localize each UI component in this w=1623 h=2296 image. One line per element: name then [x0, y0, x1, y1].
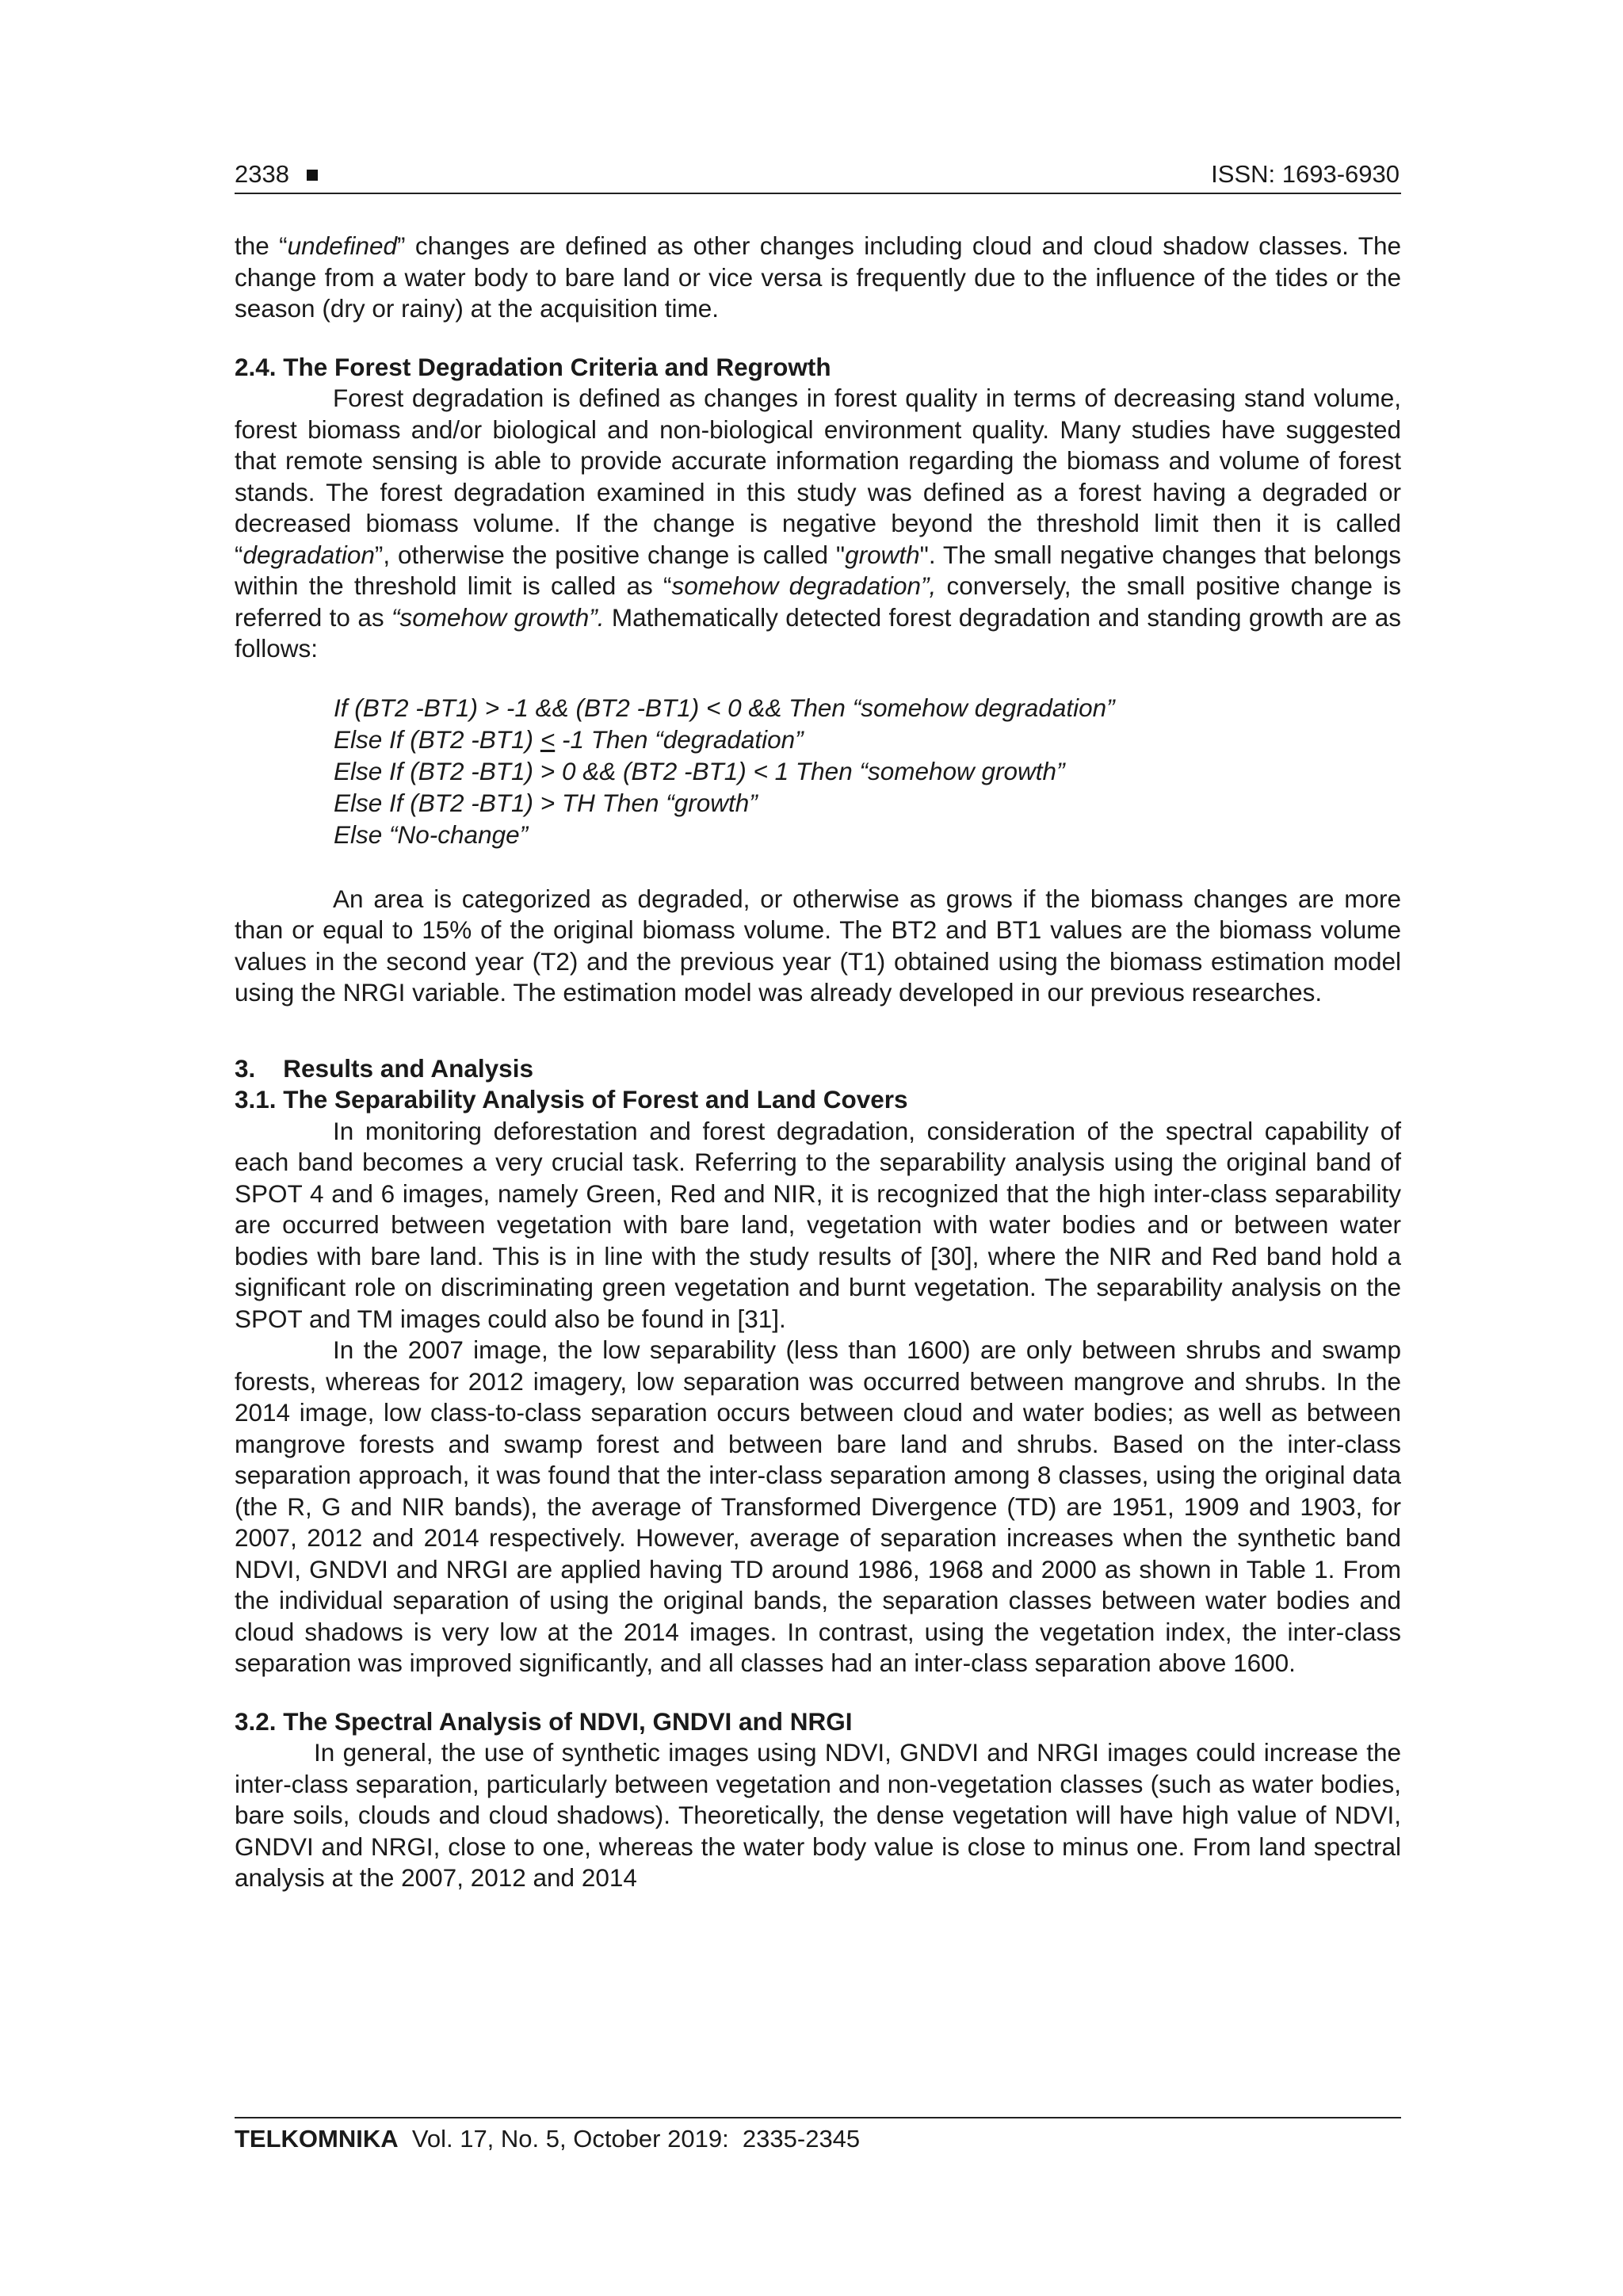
section-2-4-paragraph-2: An area is categorized as degraded, or otherwise as grows if the biomass changes are more than or equal to 15% of the original biomass volume. The BT2 and BT1 values are the biomass volume values in the second year (T2) and the previous year (T1) obtained using the biomass estimation model using the NRGI variable. The estimation model was already developed in our previous researches.: [235, 884, 1401, 1007]
formula-line: Else If (BT2 -BT1) > 0 && (BT2 -BT1) < 1 Then “somehow growth”: [334, 756, 1065, 785]
black-square-icon: [307, 170, 318, 181]
formula-line: Else If (BT2 -BT1) > TH Then “growth”: [334, 788, 758, 817]
issn: ISSN: 1693-6930: [1211, 160, 1400, 188]
section-2-4-paragraph: Forest degradation is defined as changes in forest quality in terms of decreasing stand volume, forest biomass and/or biological and non-biological environment quality. Many studies have suggested that remote sensing is able to provide accurate information regarding the biomass and volume of forest stands. The forest degradation examined in this study was defined as a forest having a degraded or decreased biomass volume. If the change is negative beyond the threshold limit then it is called “degradation”, otherwise the positive change is called "growth". The small negative changes that belongs within the threshold limit is called as “somehow degradation”, conversely, the small positive change is referred to as “somehow growth”. Mathematically detected forest degradation and standing growth are as follows:: [235, 384, 1402, 663]
page-body: [235, 231, 1401, 1894]
degradation-formula: [334, 692, 1401, 850]
formula-line: If (BT2 -BT1) > -1 && (BT2 -BT1) < 0 && Then “somehow degradation”: [334, 693, 1115, 722]
section-3-1-paragraph-1: In monitoring deforestation and forest degradation, consideration of the spectral capability of each band becomes a very crucial task. Referring to the separability analysis using the original band of SPOT 4 and 6 images, namely Green, Red and NIR, it is recognized that the high inter-class separability are occurred between vegetation with bare land, vegetation with water bodies and or between water bodies with bare land. This is in line with the study results of [30], where the NIR and Red band hold a significant role on discriminating green vegetation and burnt vegetation. The separability analysis on the SPOT and TM images could also be found in [31].: [235, 1116, 1401, 1333]
formula-line: Else If (BT2 -BT1) < -1 Then “degradation”: [334, 724, 804, 754]
intro-paragraph: the “undefined” changes are defined as other changes including cloud and cloud shadow classes. The change from a water body to bare land or vice versa is frequently due to the influence of the tides or the season (dry or rainy) at the acquisition time.: [235, 231, 1402, 323]
section-3-2-paragraph: In general, the use of synthetic images using NDVI, GNDVI and NRGI images could increase the inter-class separation, particularly between vegetation and non-vegetation classes (such as water bodies, bare soils, clouds and cloud shadows). Theoretically, the dense vegetation will have high value of NDVI, GNDVI and NRGI, close to one, whereas the water body value is close to minus one. From land spectral analysis at the 2007, 2012 and 2014: [235, 1738, 1401, 1892]
journal-citation: Vol. 17, No. 5, October 2019: 2335-2345: [398, 2125, 861, 2153]
formula-line: Else “No-change”: [334, 819, 529, 849]
page-number: 2338: [235, 156, 318, 193]
section-3-1-heading: 3.1. The Separability Analysis of Forest and Land Covers: [235, 1085, 908, 1114]
page-header: [235, 156, 1401, 194]
page-footer: [235, 2117, 1401, 2158]
section-3-heading: 3. Results and Analysis: [235, 1053, 533, 1083]
section-3-1-paragraph-2: In the 2007 image, the low separability (less than 1600) are only between shrubs and swamp forests, whereas for 2012 imagery, low separation was occurred between mangrove and shrubs. In the 2014 image, low class-to-class separation occurs between cloud and water bodies; as well as between mangrove forests and swamp forest and between bare land and shrubs. Based on the inter-class separation approach, it was found that the inter-class separation among 8 classes, using the original data (the R, G and NIR bands), the average of Transformed Divergence (TD) are 1951, 1909 and 1903, for 2007, 2012 and 2014 respectively. However, average of separation increases when the synthetic band NDVI, GNDVI and NRGI are applied having TD around 1986, 1968 and 2000 as shown in Table 1. From the individual separation of using the original bands, the separation classes between water bodies and cloud shadows is very low at the 2014 images. In contrast, using the vegetation index, the inter-class separation was improved significantly, and all classes had an inter-class separation above 1600.: [235, 1335, 1401, 1677]
section-2-4-heading: 2.4. The Forest Degradation Criteria and Regrowth: [235, 352, 831, 381]
section-3-2-heading: 3.2. The Spectral Analysis of NDVI, GNDVI and NRGI: [235, 1706, 853, 1736]
journal-name: TELKOMNIKA: [235, 2125, 399, 2153]
